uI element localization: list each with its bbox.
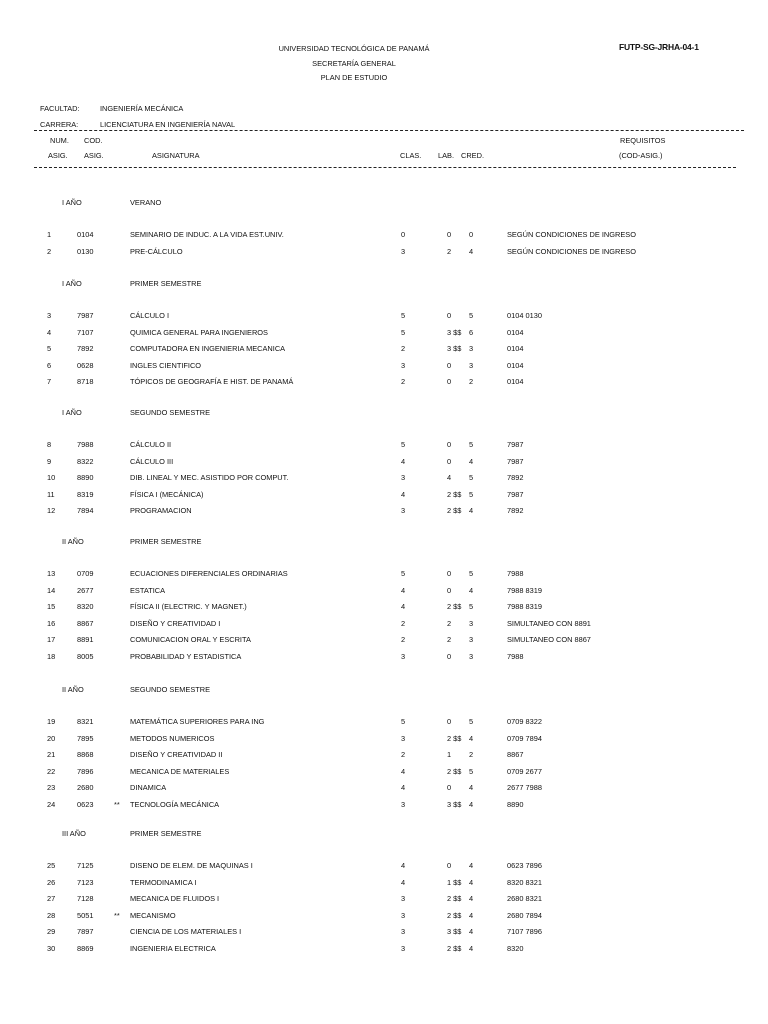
table-row	[0, 783, 768, 795]
row-requisitos: 7987	[507, 456, 524, 466]
row-laboratorio: 0	[447, 783, 452, 792]
row-creditos: 4	[469, 733, 474, 743]
row-laboratorio: 0	[447, 230, 452, 239]
row-clases: 3	[401, 927, 406, 936]
row-clases: 3	[401, 246, 406, 256]
section-year: III AÑO	[62, 829, 86, 838]
table-row	[0, 717, 768, 729]
row-laboratorio: 0	[447, 377, 452, 386]
table-row	[0, 927, 768, 939]
row-laboratorio: 2 $$	[447, 602, 462, 611]
row-creditos: 5	[469, 489, 474, 499]
table-row	[0, 861, 768, 873]
row-laboratorio: 0	[447, 569, 452, 578]
row-subject: DISEÑO Y CREATIVIDAD I	[130, 618, 221, 628]
col-creditos: CRED.	[461, 151, 484, 160]
section-year: II AÑO	[62, 685, 84, 694]
row-laboratorio: 0	[447, 456, 452, 466]
col-cod-top: COD.	[84, 136, 103, 145]
row-code: 7107	[77, 327, 94, 337]
row-clases: 0	[401, 230, 406, 239]
row-laboratorio: 0	[447, 651, 452, 661]
row-code: 8890	[77, 473, 94, 482]
row-clases: 4	[401, 783, 406, 792]
row-number: 15	[47, 602, 56, 611]
row-number: 29	[47, 927, 56, 936]
table-row	[0, 635, 768, 647]
row-clases: 3	[401, 894, 406, 903]
row-subject: DISENO DE ELEM. DE MAQUINAS I	[130, 861, 253, 870]
row-code: 8868	[77, 750, 94, 759]
section-term: SEGUNDO SEMESTRE	[130, 408, 211, 417]
col-clases: CLAS.	[400, 151, 422, 160]
row-subject: QUIMICA GENERAL PARA INGENIEROS	[130, 327, 268, 337]
row-requisitos: 7892	[507, 506, 524, 515]
table-row	[0, 311, 768, 323]
row-subject: CÁLCULO II	[130, 440, 172, 449]
row-creditos: 4	[469, 910, 474, 920]
row-requisitos: 2677 7988	[507, 783, 542, 792]
row-clases: 4	[401, 456, 406, 466]
table-row	[0, 619, 768, 631]
row-creditos: 5	[469, 766, 474, 776]
row-subject: MECANISMO	[130, 910, 176, 920]
row-number: 26	[47, 877, 56, 887]
row-creditos: 3	[469, 360, 474, 370]
row-creditos: 5	[469, 311, 474, 320]
row-clases: 4	[401, 877, 406, 887]
row-requisitos: 8320 8321	[507, 877, 542, 887]
row-laboratorio: 0	[447, 440, 452, 449]
row-requisitos: SIMULTANEO CON 8891	[507, 618, 591, 628]
row-code: 7892	[77, 344, 94, 353]
document-title: PLAN DE ESTUDIO	[320, 73, 388, 82]
row-subject: MECANICA DE FLUIDOS I	[130, 894, 220, 903]
row-laboratorio: 2 $$	[447, 910, 462, 920]
row-requisitos: SEGÚN CONDICIONES DE INGRESO	[507, 230, 636, 239]
section-header	[0, 537, 768, 549]
col-num-top: NUM.	[50, 136, 69, 145]
row-clases: 4	[401, 766, 406, 776]
row-code: 0628	[77, 360, 94, 370]
row-number: 13	[47, 569, 56, 578]
row-creditos: 2	[469, 377, 474, 386]
row-laboratorio: 2 $$	[447, 766, 462, 776]
row-requisitos: 0104	[507, 360, 524, 370]
section-header	[0, 829, 768, 841]
carrera-value: LICENCIATURA EN INGENIERÍA NAVAL	[100, 120, 236, 129]
row-number: 1	[47, 230, 52, 239]
row-clases: 5	[401, 311, 406, 320]
row-clases: 3	[401, 473, 406, 482]
row-code: 0623	[77, 799, 94, 809]
facultad-label: FACULTAD:	[40, 104, 80, 113]
row-clases: 3	[401, 506, 406, 515]
row-clases: 5	[401, 327, 406, 337]
table-row	[0, 344, 768, 356]
section-header	[0, 408, 768, 420]
row-laboratorio: 2	[447, 246, 452, 256]
row-code: 7895	[77, 733, 94, 743]
section-header	[0, 198, 768, 210]
table-row	[0, 377, 768, 389]
table-row	[0, 440, 768, 452]
row-requisitos: SIMULTANEO CON 8867	[507, 635, 591, 644]
row-clases: 5	[401, 440, 406, 449]
row-requisitos: 2680 8321	[507, 894, 542, 903]
row-subject: TERMODINAMICA I	[130, 877, 197, 887]
row-creditos: 4	[469, 877, 474, 887]
row-laboratorio: 0	[447, 360, 452, 370]
row-requisitos: 7988 8319	[507, 602, 542, 611]
row-requisitos: 0104 0130	[507, 311, 542, 320]
row-laboratorio: 0	[447, 585, 452, 595]
row-subject: DISEÑO Y CREATIVIDAD II	[130, 750, 223, 759]
row-number: 25	[47, 861, 56, 870]
header-divider-bottom	[34, 167, 736, 168]
row-number: 28	[47, 910, 56, 920]
col-asignatura: ASIGNATURA	[152, 151, 200, 160]
row-code: 0709	[77, 569, 94, 578]
row-subject: MECANICA DE MATERIALES	[130, 766, 230, 776]
row-creditos: 4	[469, 506, 474, 515]
row-creditos: 3	[469, 618, 474, 628]
row-subject: DIB. LINEAL Y MEC. ASISTIDO POR COMPUT.	[130, 473, 289, 482]
row-code: 8321	[77, 717, 94, 726]
row-number: 8	[47, 440, 52, 449]
row-code: 8320	[77, 602, 94, 611]
row-code: 7987	[77, 311, 94, 320]
row-creditos: 5	[469, 602, 474, 611]
row-creditos: 5	[469, 440, 474, 449]
row-number: 19	[47, 717, 56, 726]
row-subject: MATEMÁTICA SUPERIORES PARA ING	[130, 717, 265, 726]
row-code: 7897	[77, 927, 94, 936]
row-requisitos: SEGÚN CONDICIONES DE INGRESO	[507, 246, 636, 256]
col-cod-asig: ASIG.	[84, 151, 104, 160]
section-year: II AÑO	[62, 537, 84, 546]
row-number: 20	[47, 733, 56, 743]
row-code: 5051	[77, 910, 94, 920]
table-row	[0, 361, 768, 373]
row-number: 23	[47, 783, 56, 792]
row-creditos: 3	[469, 635, 474, 644]
row-subject: FÍSICA II (ELECTRIC. Y MAGNET.)	[130, 602, 247, 611]
table-row	[0, 230, 768, 242]
section-year: I AÑO	[62, 279, 82, 288]
row-number: 9	[47, 456, 52, 466]
row-laboratorio: 2 $$	[447, 506, 462, 515]
table-row	[0, 490, 768, 502]
row-number: 17	[47, 635, 56, 644]
row-creditos: 4	[469, 585, 474, 595]
col-requisitos-top: REQUISITOS	[620, 136, 666, 145]
row-requisitos: 0623 7896	[507, 861, 542, 870]
row-requisitos: 2680 7894	[507, 910, 542, 920]
table-row	[0, 750, 768, 762]
row-clases: 3	[401, 799, 406, 809]
row-number: 16	[47, 618, 56, 628]
row-laboratorio: 1 $$	[447, 877, 462, 887]
row-requisitos: 7987	[507, 489, 524, 499]
row-number: 14	[47, 585, 56, 595]
row-clases: 3	[401, 910, 406, 920]
row-code: 7125	[77, 861, 94, 870]
row-code: 0104	[77, 230, 94, 239]
row-requisitos: 7988	[507, 569, 524, 578]
row-code: 7128	[77, 894, 94, 903]
section-header	[0, 279, 768, 291]
row-subject: FÍSICA I (MECÁNICA)	[130, 489, 204, 499]
row-laboratorio: 2 $$	[447, 943, 462, 953]
row-code: 8867	[77, 618, 94, 628]
header-divider-top	[34, 130, 744, 131]
row-laboratorio: 2 $$	[447, 894, 462, 903]
row-laboratorio: 1	[447, 750, 452, 759]
row-laboratorio: 3 $$	[447, 344, 462, 353]
row-subject: ESTATICA	[130, 585, 166, 595]
row-creditos: 6	[469, 327, 474, 337]
section-term: PRIMER SEMESTRE	[130, 279, 202, 288]
row-laboratorio: 0	[447, 861, 452, 870]
row-code: 0130	[77, 246, 94, 256]
row-requisitos: 7988	[507, 651, 524, 661]
row-requisitos: 0709 2677	[507, 766, 542, 776]
row-clases: 5	[401, 717, 406, 726]
row-clases: 2	[401, 377, 406, 386]
table-row	[0, 944, 768, 956]
row-code: 8891	[77, 635, 94, 644]
row-requisitos: 8867	[507, 750, 524, 759]
row-number: 3	[47, 311, 52, 320]
row-number: 11	[47, 489, 55, 499]
row-creditos: 5	[469, 569, 474, 578]
row-number: 18	[47, 651, 56, 661]
row-number: 5	[47, 344, 52, 353]
row-subject: METODOS NUMERICOS	[130, 733, 215, 743]
table-row	[0, 800, 768, 812]
row-subject: DINAMICA	[130, 783, 167, 792]
table-row	[0, 457, 768, 469]
row-clases: 3	[401, 733, 406, 743]
section-term: SEGUNDO SEMESTRE	[130, 685, 211, 694]
row-clases: 3	[401, 651, 406, 661]
row-requisitos: 8890	[507, 799, 524, 809]
table-row	[0, 328, 768, 340]
table-row	[0, 506, 768, 518]
row-subject: COMPUTADORA EN INGENIERIA MECANICA	[130, 344, 286, 353]
row-number: 27	[47, 894, 56, 903]
row-creditos: 4	[469, 894, 474, 903]
row-creditos: 4	[469, 246, 474, 256]
row-creditos: 4	[469, 783, 474, 792]
row-subject: PROGRAMACION	[130, 506, 192, 515]
row-subject: COMUNICACION ORAL Y ESCRITA	[130, 635, 251, 644]
row-subject: CÁLCULO III	[130, 456, 174, 466]
row-code: 8319	[77, 489, 94, 499]
row-creditos: 4	[469, 861, 474, 870]
row-laboratorio: 0	[447, 717, 452, 726]
table-row	[0, 586, 768, 598]
row-requisitos: 7987	[507, 440, 524, 449]
carrera-label: CARRERA:	[40, 120, 79, 129]
row-clases: 4	[401, 489, 406, 499]
row-number: 7	[47, 377, 52, 386]
row-creditos: 4	[469, 927, 474, 936]
row-code: 7894	[77, 506, 94, 515]
row-requisitos: 0104	[507, 344, 524, 353]
row-number: 22	[47, 766, 56, 776]
row-clases: 5	[401, 569, 406, 578]
table-row	[0, 878, 768, 890]
row-note-mark: **	[114, 799, 120, 809]
section-header	[0, 685, 768, 697]
row-requisitos: 0709 7894	[507, 733, 542, 743]
row-creditos: 4	[469, 456, 474, 466]
row-code: 2677	[77, 585, 94, 595]
row-laboratorio: 3 $$	[447, 927, 462, 936]
row-clases: 2	[401, 618, 406, 628]
row-code: 7896	[77, 766, 94, 776]
row-clases: 3	[401, 360, 406, 370]
row-laboratorio: 2 $$	[447, 733, 462, 743]
col-num-asig: ASIG.	[48, 151, 68, 160]
office-name: SECRETARÍA GENERAL	[312, 59, 396, 68]
row-requisitos: 7988 8319	[507, 585, 542, 595]
row-code: 8005	[77, 651, 94, 661]
row-number: 2	[47, 246, 52, 256]
table-row	[0, 569, 768, 581]
row-code: 8718	[77, 377, 94, 386]
row-creditos: 5	[469, 473, 474, 482]
row-subject: ECUACIONES DIFERENCIALES ORDINARIAS	[130, 569, 288, 578]
table-row	[0, 734, 768, 746]
row-number: 24	[47, 799, 56, 809]
row-number: 12	[47, 506, 56, 515]
row-clases: 2	[401, 635, 406, 644]
row-code: 7123	[77, 877, 94, 887]
section-term: PRIMER SEMESTRE	[130, 537, 202, 546]
row-subject: PROBABILIDAD Y ESTADISTICA	[130, 651, 242, 661]
form-code: FUTP-SG-JRHA-04-1	[619, 42, 699, 52]
row-note-mark: **	[114, 910, 120, 920]
row-laboratorio: 4	[447, 473, 452, 482]
row-subject: INGENIERIA ELECTRICA	[130, 943, 216, 953]
row-subject: TECNOLOGÍA MECÁNICA	[130, 799, 220, 809]
row-subject: PRE-CÁLCULO	[130, 246, 183, 256]
section-year: I AÑO	[62, 198, 82, 207]
row-requisitos: 7107 7896	[507, 927, 542, 936]
row-subject: SEMINARIO DE INDUC. A LA VIDA EST.UNIV.	[130, 230, 284, 239]
row-clases: 4	[401, 585, 406, 595]
row-clases: 4	[401, 602, 406, 611]
row-number: 21	[47, 750, 56, 759]
row-subject: CÁLCULO I	[130, 311, 170, 320]
table-row	[0, 767, 768, 779]
row-requisitos: 8320	[507, 943, 524, 953]
row-number: 10	[47, 473, 56, 482]
row-laboratorio: 2	[447, 635, 452, 644]
university-name: UNIVERSIDAD TECNOLÓGICA DE PANAMÁ	[278, 44, 430, 53]
row-laboratorio: 2	[447, 618, 452, 628]
row-number: 30	[47, 943, 56, 953]
facultad-value: INGENIERÍA MECÁNICA	[100, 104, 184, 113]
row-code: 7988	[77, 440, 94, 449]
row-laboratorio: 0	[447, 311, 452, 320]
row-code: 2680	[77, 783, 94, 792]
row-code: 8322	[77, 456, 94, 466]
row-requisitos: 0709 8322	[507, 717, 542, 726]
row-requisitos: 0104	[507, 327, 524, 337]
row-creditos: 5	[469, 717, 474, 726]
row-creditos: 2	[469, 750, 474, 759]
col-requisitos-bottom: (COD-ASIG.)	[619, 151, 663, 160]
row-laboratorio: 3 $$	[447, 799, 462, 809]
section-term: VERANO	[130, 198, 162, 207]
row-subject: CIENCIA DE LOS MATERIALES I	[130, 927, 242, 936]
row-code: 8869	[77, 943, 94, 953]
row-subject: TÓPICOS DE GEOGRAFÍA E HIST. DE PANAMÁ	[130, 377, 294, 386]
row-laboratorio: 3 $$	[447, 327, 462, 337]
section-year: I AÑO	[62, 408, 82, 417]
row-requisitos: 7892	[507, 473, 524, 482]
row-creditos: 4	[469, 943, 474, 953]
col-laboratorio: LAB.	[438, 151, 455, 160]
row-number: 4	[47, 327, 52, 337]
row-requisitos: 0104	[507, 377, 524, 386]
table-row	[0, 894, 768, 906]
row-creditos: 4	[469, 799, 474, 809]
table-row	[0, 602, 768, 614]
row-creditos: 3	[469, 344, 474, 353]
row-laboratorio: 2 $$	[447, 489, 462, 499]
table-row	[0, 473, 768, 485]
row-creditos: 0	[469, 230, 474, 239]
row-clases: 3	[401, 943, 406, 953]
row-subject: INGLES CIENTIFICO	[130, 360, 202, 370]
row-clases: 2	[401, 344, 406, 353]
row-creditos: 3	[469, 651, 474, 661]
section-term: PRIMER SEMESTRE	[130, 829, 202, 838]
table-row	[0, 911, 768, 923]
table-row	[0, 247, 768, 259]
table-row	[0, 652, 768, 664]
row-clases: 2	[401, 750, 406, 759]
row-clases: 4	[401, 861, 406, 870]
row-number: 6	[47, 360, 52, 370]
